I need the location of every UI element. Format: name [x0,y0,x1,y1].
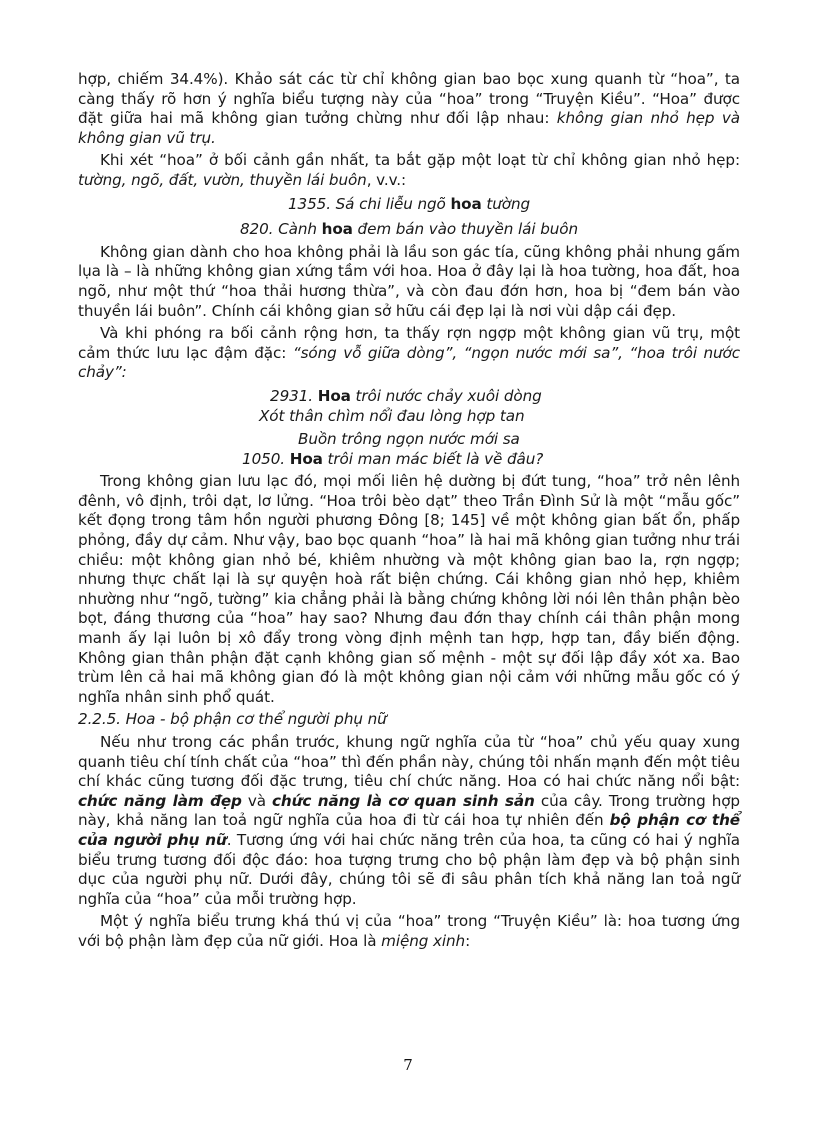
paragraph-3: Không gian dành cho hoa không phải là lầu son gác tía, cũng không phải nhung gấm lụa là – là những không gian xứng tầm với hoa. Hoa ở đây lại là hoa tường, hoa đất, hoa ngõ, như một thứ “hoa thải hương thừa”, và còn đau đớn hơn, hoa bị “đem bán vào thuyền lái buôn”. Chính cái không gian sở hữu cái đẹp lại là nơi vùi dập cái đẹp. [78,242,740,320]
poem-line-3: Buồn trông ngọn nước mới sa [298,430,520,449]
quote-820: 820. Cành hoa đem bán vào thuyền lái buôn [239,220,579,239]
paragraph-1: hợp, chiếm 34.4%). Khảo sát các từ chỉ không gian bao bọc xung quanh từ “hoa”, ta càng thấy rõ hơn ý nghĩa biểu tượng này của “hoa” trong “Truyện Kiều”. “Hoa” được đặt giữa hai mã không gian tưởng chừng như đối lập nhau: không gian nhỏ hẹp và không gian vũ trụ. [78,70,740,147]
poem-line-4: 1050. Hoa trôi man mác biết là về đâu? [242,449,544,468]
paragraph-6: Nếu như trong các phần trước, khung ngữ nghĩa của từ “hoa” chủ yếu quay xung quanh tiêu chí tính chất của “hoa” thì đến phần này, chúng tôi nhấn mạnh đến một tiêu chí khác cũng tương đối đặc trưng, tiêu chí chức năng. Hoa có hai chức năng nổi bật: chức năng làm đẹp và chức năng là cơ quan sinh sản của cây. Trong trường hợp này, khả năng lan toả ngữ nghĩa của hoa đi từ cái hoa tự nhiên đến bộ phận cơ thể của người phụ nữ. Tương ứng với hai chức năng trên của hoa, ta cũng có hai ý nghĩa biểu trưng tương đối độc đáo: hoa tượng trưng cho bộ phận làm đẹp và bộ phận sinh dục của người phụ nữ. Dưới đây, chúng tôi sẽ đi sâu phân tích khả năng lan toả ngữ nghĩa của “hoa” của mỗi trường hợp. [78,733,741,908]
paragraph-2: Khi xét “hoa” ở bối cảnh gần nhất, ta bắt gặp một loạt từ chỉ không gian nhỏ hẹp: tường, ngõ, đất, vườn, thuyền lái buôn, v.v.: [78,151,740,189]
paragraph-4: Và khi phóng ra bối cảnh rộng hơn, ta thấy rợn ngợp một không gian vũ trụ, một cảm thức lưu lạc đậm đặc: “sóng vỗ giữa dòng”, “ngọn nước mới sa”, “hoa trôi nước chảy”: [78,324,740,382]
section-heading: 2.2.5. Hoa - bộ phận cơ thể người phụ nữ [78,710,387,729]
paragraph-7: Một ý nghĩa biểu trưng khá thú vị của “hoa” trong “Truyện Kiều” là: hoa tương ứng với bộ phận làm đẹp của nữ giới. Hoa là miệng xinh: [78,912,740,950]
page-number: 7 [403,1056,413,1074]
poem-line-2: Xót thân chìm nổi đau lòng hợp tan [259,406,525,425]
poem-block [78,387,740,469]
document-body [78,70,740,955]
quote-1355: 1355. Sá chi liễu ngõ hoa tường [287,194,531,213]
poem-line-1: 2931. Hoa trôi nước chảy xuôi dòng [270,386,542,405]
paragraph-5: Trong không gian lưu lạc đó, mọi mối liên hệ dường bị đứt tung, “hoa” trở nên lênh đênh, vô định, trôi dạt, lơ lửng. “Hoa trôi bèo dạt” theo Trần Đình Sử là một “mẫu gốc” kết đọng trong tâm hồn người phương Đông [8; 145] về một không gian bất ổn, phấp phỏng, đầy dự cảm. Như vậy, bao bọc quanh “hoa” là hai mã không gian tưởng như trái chiều: một không gian nhỏ bé, khiêm nhường và một không gian bao la, rợn ngợp; nhưng thực chất lại là sự quyện hoà rất biện chứng. Cái không gian nhỏ hẹp, khiêm nhường như “ngõ, tường” kia chẳng phải là bằng chứng không lời nói lên thân phận bèo bọt, đáng thương của “hoa” hay sao? Nhưng đau đớn thay chính cái thân phận mong manh ấy lại luôn bị xô đẩy trong vòng định mệnh tan hợp, hợp tan, đầy biến động. Không gian thân phận đặt cạnh không gian số mệnh - một sự đối lập đầy xót xa. Bao trùm lên cả hai mã không gian đó là một không gian nội cảm với những mẫu gốc có ý nghĩa nhân sinh phổ quát. [78,472,740,706]
